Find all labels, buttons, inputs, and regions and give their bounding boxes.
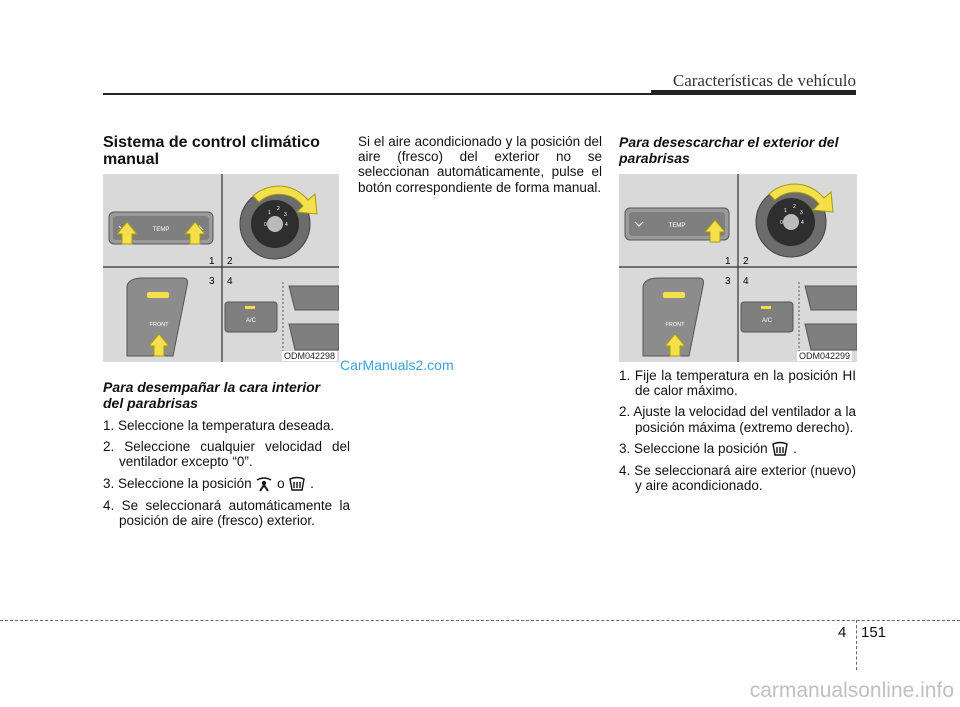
list-item: 2. Ajuste la velocidad del ventilador a la posición máxima (extremo derecho). xyxy=(619,404,856,435)
list-item: 4. Se seleccionará automáticamente la posición de aire (fresco) exterior. xyxy=(103,498,350,529)
figure-code: ODM042299 xyxy=(799,351,851,361)
list-item: 3. Seleccione la posición . xyxy=(619,440,797,456)
area-number: 4 xyxy=(743,276,749,287)
area-number: 2 xyxy=(227,256,233,267)
dial-mark: 4 xyxy=(801,220,804,226)
figure-defrost-controls xyxy=(619,174,857,362)
defrost-steps xyxy=(619,368,856,500)
header-rule xyxy=(103,93,856,95)
defrost-icon xyxy=(288,476,306,492)
page-number: 151 xyxy=(861,624,887,641)
figure-defog-controls xyxy=(103,174,339,362)
footer-divider xyxy=(856,620,857,670)
front-label: FRONT xyxy=(149,322,169,328)
front-label: FRONT xyxy=(665,322,685,328)
manual-note: Si el aire acondicionado y la posición del aire (fresco) del exterior no se seleccionan automáticamente, pulse el botón correspondiente de forma manual. xyxy=(358,134,602,195)
dial-mark: 4 xyxy=(285,222,288,228)
temp-label: TEMP xyxy=(668,223,686,229)
area-number: 3 xyxy=(725,276,731,287)
defrost-icon xyxy=(771,441,789,457)
climate-panel-illustration xyxy=(103,174,339,362)
dial-mark: 3 xyxy=(284,212,287,218)
ac-label: A/C xyxy=(761,318,773,324)
floor-defrost-icon xyxy=(255,476,273,492)
area-number: 3 xyxy=(209,276,215,287)
dial-mark: 3 xyxy=(800,210,803,216)
running-header: Características de vehículo xyxy=(672,71,856,90)
area-number: 1 xyxy=(209,256,215,267)
chapter-number: 4 xyxy=(838,624,847,641)
list-item: 1. Seleccione la temperatura deseada. xyxy=(103,418,335,433)
dial-mark: 1 xyxy=(784,208,787,214)
defog-steps xyxy=(103,418,350,534)
list-item: 3. Seleccione la posición o . xyxy=(103,475,314,491)
figure-code: ODM042298 xyxy=(284,351,336,361)
climate-panel-illustration xyxy=(619,174,857,362)
list-item: 2. Seleccione cualquier velocidad del ventilador excepto “0”. xyxy=(103,439,350,470)
list-item: 1. Fije la temperatura en la posición HI de calor máximo. xyxy=(619,368,856,399)
subheading-defrost: Para desescarchar el exterior del parabrisas xyxy=(619,134,839,166)
subheading-defog: Para desempañar la cara interior del parabrisas xyxy=(103,379,321,411)
section-heading: Sistema de control climático manual xyxy=(103,134,320,168)
list-item: 4. Se seleccionará aire exterior (nuevo) y aire acondicionado. xyxy=(619,463,856,494)
temp-label: TEMP xyxy=(152,227,170,233)
dial-mark: 0 xyxy=(264,222,267,228)
dial-mark: 1 xyxy=(268,210,271,216)
ac-label: A/C xyxy=(245,318,257,324)
area-number: 2 xyxy=(743,256,749,267)
watermark-link[interactable]: CarManuals2.com xyxy=(340,357,454,373)
area-number: 4 xyxy=(227,276,233,287)
dial-mark: 0 xyxy=(780,220,783,226)
site-watermark: carmanualsonline.info xyxy=(749,679,954,702)
area-number: 1 xyxy=(725,256,731,267)
dial-mark: 2 xyxy=(277,206,280,212)
dial-mark: 2 xyxy=(793,204,796,210)
footer-rule xyxy=(0,620,960,621)
